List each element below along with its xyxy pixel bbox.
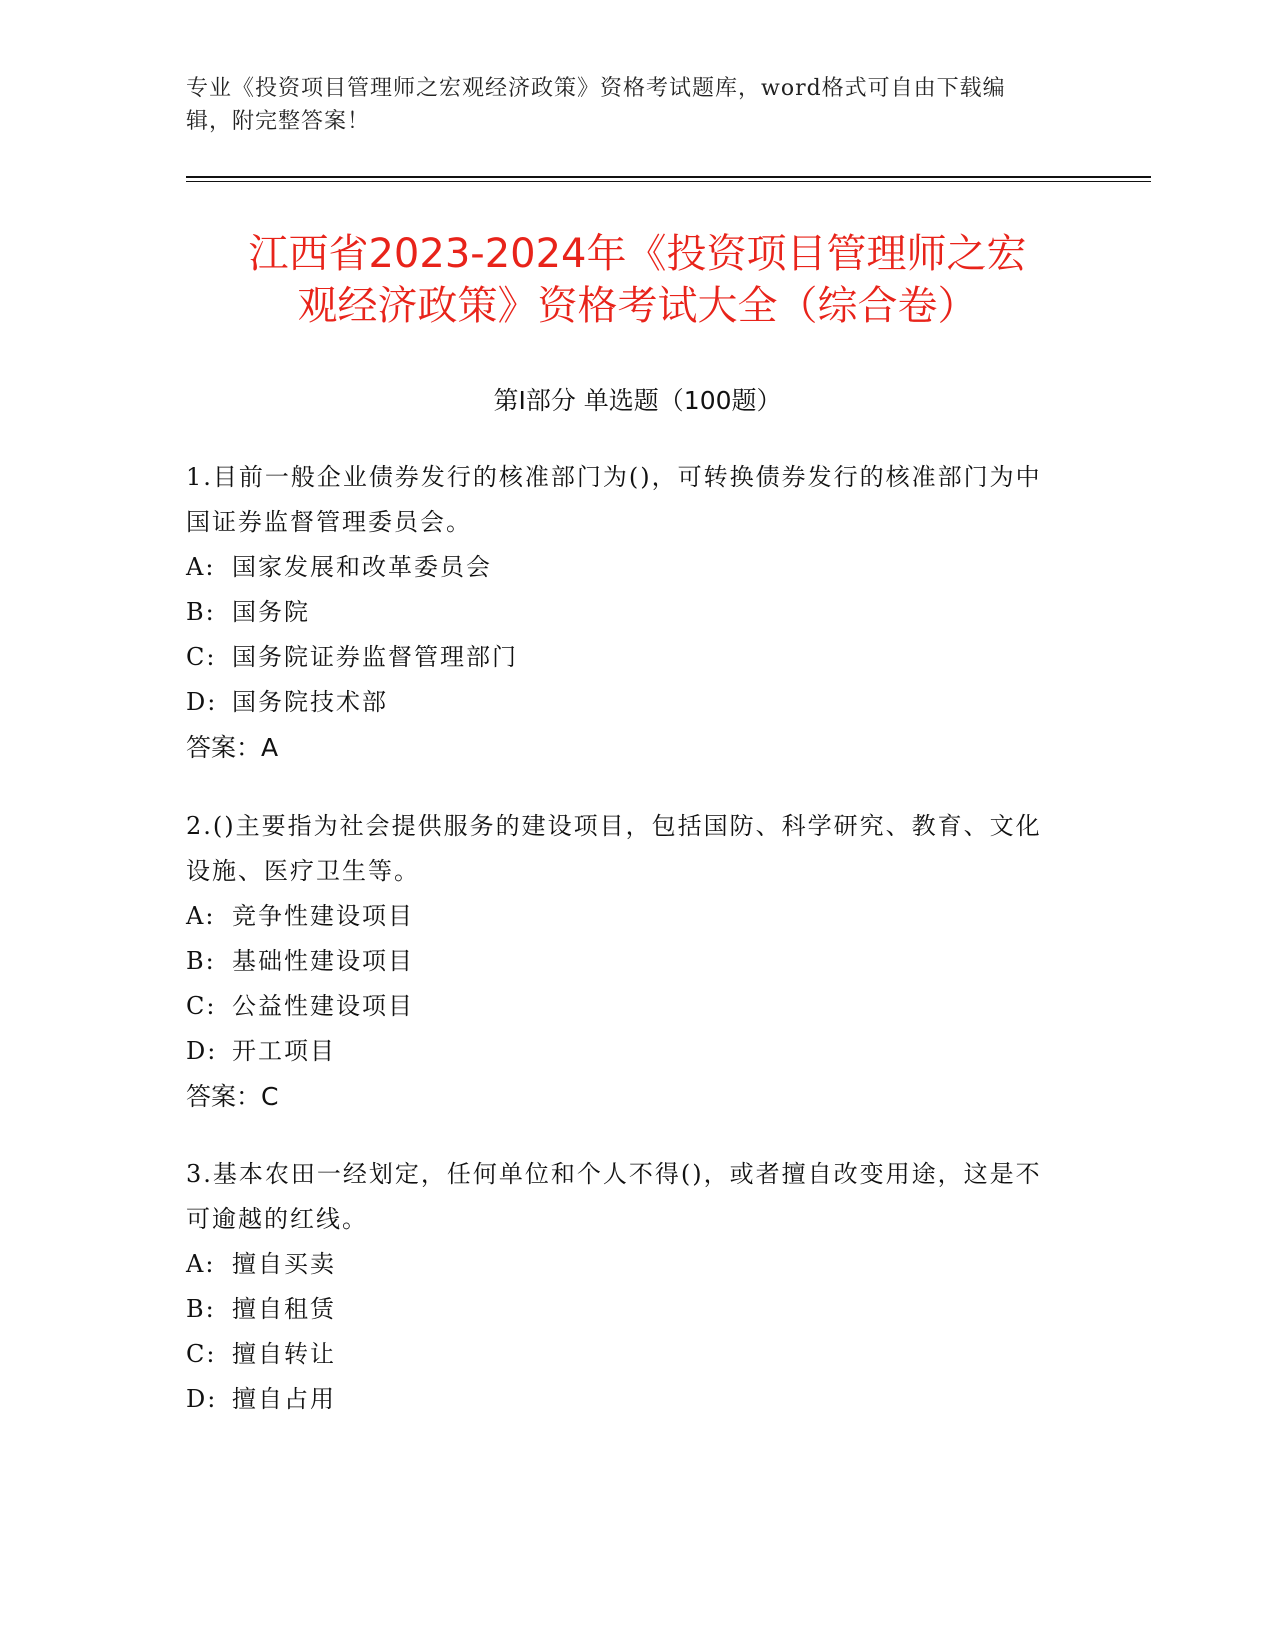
option-a	[186, 545, 1066, 590]
option-c	[186, 1332, 1066, 1377]
option-d	[186, 1377, 1066, 1422]
answer: 答案：A	[186, 733, 279, 762]
option-text: 国务院	[232, 598, 310, 626]
option-text: 基础性建设项目	[232, 947, 414, 975]
option-text: 擅自占用	[232, 1385, 336, 1413]
question-2	[186, 804, 1066, 1119]
option-letter: D:	[186, 1037, 218, 1065]
option-a	[186, 894, 1066, 939]
option-letter: A:	[186, 902, 216, 930]
option-text: 擅自租赁	[232, 1295, 336, 1323]
question-stem: 3.基本农田一经划定，任何单位和个人不得()，或者擅自改变用途，这是不可逾越的红线。	[186, 1160, 1042, 1233]
option-letter: A:	[186, 553, 216, 581]
option-c	[186, 635, 1066, 680]
option-text: 国家发展和改革委员会	[232, 553, 492, 581]
option-letter: D:	[186, 688, 218, 716]
option-text: 公益性建设项目	[232, 992, 414, 1020]
option-letter: B:	[186, 598, 216, 626]
option-text: 擅自买卖	[232, 1250, 336, 1278]
option-text: 开工项目	[232, 1037, 336, 1065]
option-text: 国务院技术部	[232, 688, 388, 716]
header-divider	[186, 176, 1151, 178]
question-stem: 2.()主要指为社会提供服务的建设项目，包括国防、科学研究、教育、文化设施、医疗卫生等。	[186, 812, 1042, 885]
option-b	[186, 1287, 1066, 1332]
question-1	[186, 455, 1066, 770]
option-letter: A:	[186, 1250, 216, 1278]
option-d	[186, 680, 1066, 725]
option-text: 国务院证券监督管理部门	[232, 643, 518, 671]
option-a	[186, 1242, 1066, 1287]
option-text: 竞争性建设项目	[232, 902, 414, 930]
section-heading: 第I部分 单选题（100题）	[493, 386, 782, 415]
document-header	[186, 72, 1066, 138]
option-c	[186, 984, 1066, 1029]
header-line: 辑，附完整答案！	[186, 109, 371, 134]
option-b	[186, 939, 1066, 984]
option-b	[186, 590, 1066, 635]
header-line: 专业《投资项目管理师之宏观经济政策》资格考试题库，word格式可自由下载编	[186, 76, 1006, 101]
option-d	[186, 1029, 1066, 1074]
title-line: 江西省2023-2024年《投资项目管理师之宏	[248, 231, 1027, 277]
option-letter: D:	[186, 1385, 218, 1413]
question-3	[186, 1152, 1066, 1422]
option-letter: B:	[186, 947, 216, 975]
option-letter: C:	[186, 992, 217, 1020]
option-text: 擅自转让	[232, 1340, 336, 1368]
option-letter: C:	[186, 643, 217, 671]
option-letter: C:	[186, 1340, 217, 1368]
document-title	[186, 228, 1089, 332]
question-stem: 1.目前一般企业债券发行的核准部门为()，可转换债券发行的核准部门为中国证券监督管理委员会。	[186, 463, 1042, 536]
header-divider	[186, 181, 1151, 182]
title-line: 观经济政策》资格考试大全（综合卷）	[297, 283, 978, 329]
option-letter: B:	[186, 1295, 216, 1323]
answer: 答案：C	[186, 1082, 279, 1111]
